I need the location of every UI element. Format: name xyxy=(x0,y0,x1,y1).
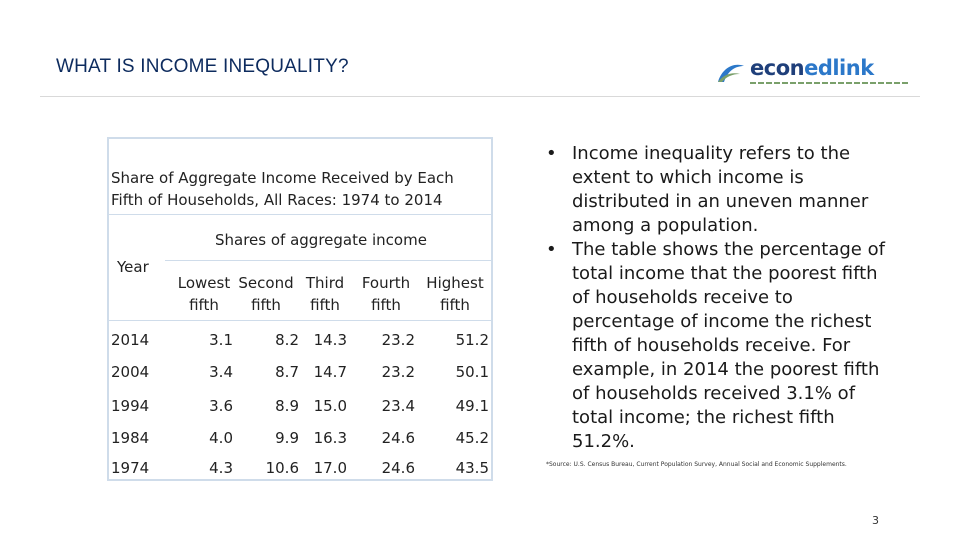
cell-year: 2014 xyxy=(111,331,150,349)
bullet-marker: • xyxy=(546,239,557,260)
cell-fourth: 23.4 xyxy=(381,397,415,415)
cell-lowest: 4.0 xyxy=(209,429,233,447)
cell-third: 15.0 xyxy=(313,397,347,415)
cell-second: 8.7 xyxy=(275,363,299,381)
column-header-line-2: fifth xyxy=(251,296,281,314)
bullet-line: example, in 2014 the poorest fifth xyxy=(572,359,880,380)
column-header-third xyxy=(297,272,353,316)
cell-year: 1974 xyxy=(111,459,150,477)
cell-fourth: 23.2 xyxy=(381,331,415,349)
column-header-lowest xyxy=(167,272,241,316)
logo-wordmark-main: econ xyxy=(750,56,805,80)
table-title-line-2: Fifth of Households, All Races: 1974 to 2014 xyxy=(111,191,443,209)
bullet-line: Income inequality refers to the xyxy=(572,143,851,164)
cell-third: 17.0 xyxy=(313,459,347,477)
cell-year: 1984 xyxy=(111,429,150,447)
column-header-line-2: fifth xyxy=(371,296,401,314)
column-header-line-1: Third xyxy=(305,274,345,292)
table-row xyxy=(109,397,491,427)
group-header-divider xyxy=(165,260,491,261)
table-row xyxy=(109,331,491,361)
cell-second: 8.9 xyxy=(275,397,299,415)
table-row xyxy=(109,459,491,489)
cell-second: 8.2 xyxy=(275,331,299,349)
column-header-line-2: fifth xyxy=(310,296,340,314)
logo-wordmark xyxy=(750,56,874,80)
cell-third: 14.3 xyxy=(313,331,347,349)
column-header-second xyxy=(231,272,301,316)
column-header-line-1: Lowest xyxy=(177,274,231,292)
bullet-line: among a population. xyxy=(572,215,759,236)
column-header-line-1: Fourth xyxy=(361,274,411,292)
cell-second: 9.9 xyxy=(275,429,299,447)
bullet-line: of households receive to xyxy=(572,287,793,308)
table-title xyxy=(109,167,491,211)
cell-second: 10.6 xyxy=(265,459,299,477)
bullet-line: fifth of households receive. For xyxy=(572,335,851,356)
econedlink-logo xyxy=(716,58,912,88)
bullet-line: total income; the richest fifth xyxy=(572,407,835,428)
bullet-line: 51.2%. xyxy=(572,431,635,452)
cell-lowest: 3.6 xyxy=(209,397,233,415)
logo-wordmark-accent: edlink xyxy=(804,56,874,80)
bullet-line: percentage of income the richest xyxy=(572,311,872,332)
cell-third: 14.7 xyxy=(313,363,347,381)
bullet-marker: • xyxy=(546,143,557,164)
cell-year: 2004 xyxy=(111,363,150,381)
column-header-highest xyxy=(419,272,491,316)
cell-highest: 43.5 xyxy=(455,459,489,477)
column-header-line-2: fifth xyxy=(440,296,470,314)
cell-lowest: 3.1 xyxy=(209,331,233,349)
bullet-line: total income that the poorest fifth xyxy=(572,263,878,284)
column-header-fourth xyxy=(351,272,421,316)
title-divider xyxy=(40,96,920,97)
cell-lowest: 3.4 xyxy=(209,363,233,381)
page-number: 3 xyxy=(872,514,879,527)
cell-fourth: 23.2 xyxy=(381,363,415,381)
cell-year: 1994 xyxy=(111,397,150,415)
bullet-line: extent to which income is xyxy=(572,167,804,188)
slide-title: WHAT IS INCOME INEQUALITY? xyxy=(56,56,349,77)
cell-fourth: 24.6 xyxy=(381,429,415,447)
bullet-line: The table shows the percentage of xyxy=(572,239,885,260)
cell-lowest: 4.3 xyxy=(209,459,233,477)
logo-tagline-strip xyxy=(750,82,910,84)
year-header: Year xyxy=(117,258,149,276)
cell-fourth: 24.6 xyxy=(381,459,415,477)
cell-highest: 50.1 xyxy=(455,363,489,381)
header-divider xyxy=(109,320,491,321)
income-share-table xyxy=(107,137,493,481)
table-row xyxy=(109,429,491,459)
econedlink-swoosh-icon xyxy=(716,60,746,84)
bullet-item-definition xyxy=(540,142,932,238)
group-header: Shares of aggregate income xyxy=(215,231,427,249)
table-title-line-1: Share of Aggregate Income Received by Each xyxy=(111,169,454,187)
column-header-line-1: Second xyxy=(238,274,294,292)
source-note: *Source: U.S. Census Bureau, Current Population Survey, Annual Social and Economic Supplements. xyxy=(546,461,847,468)
cell-highest: 51.2 xyxy=(455,331,489,349)
table-row xyxy=(109,363,491,393)
column-header-line-2: fifth xyxy=(189,296,219,314)
bullet-item-example xyxy=(540,238,932,454)
column-header-line-1: Highest xyxy=(426,274,484,292)
table-title-divider xyxy=(109,214,491,215)
bullet-line: of households received 3.1% of xyxy=(572,383,856,404)
bullet-line: distributed in an uneven manner xyxy=(572,191,869,212)
cell-highest: 49.1 xyxy=(455,397,489,415)
cell-third: 16.3 xyxy=(313,429,347,447)
bullet-list xyxy=(540,142,932,454)
cell-highest: 45.2 xyxy=(455,429,489,447)
